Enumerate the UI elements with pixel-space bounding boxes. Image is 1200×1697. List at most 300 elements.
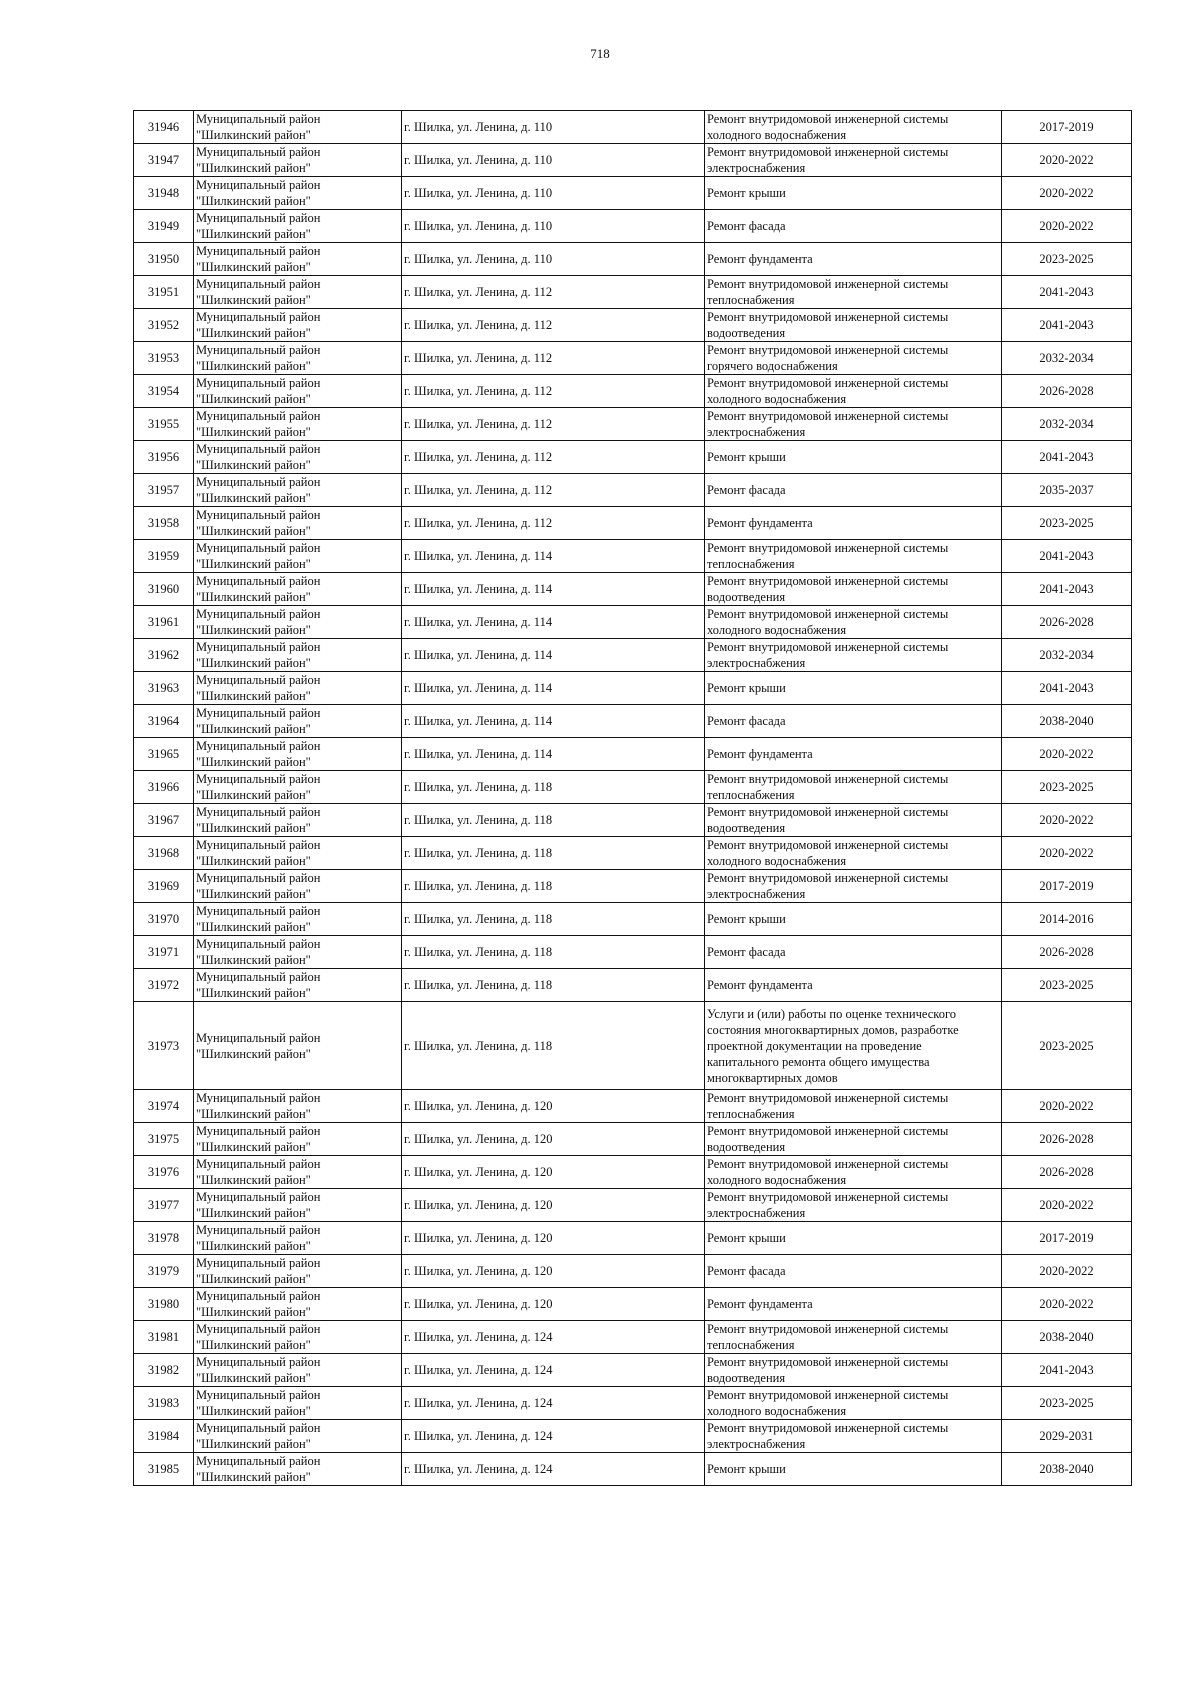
cell-municipality — [194, 408, 402, 441]
municipality-line: "Шилкинский район" — [196, 1272, 311, 1286]
cell-record-number: 31967 — [134, 804, 194, 837]
municipality-line: "Шилкинский район" — [196, 1206, 311, 1220]
work-type-line: Ремонт внутридомовой инженерной системы — [707, 1091, 949, 1105]
cell-period: 2023-2025 — [1002, 1002, 1132, 1090]
cell-municipality — [194, 705, 402, 738]
cell-record-number: 31981 — [134, 1321, 194, 1354]
cell-work-type — [705, 1288, 1002, 1321]
table-row — [134, 903, 1132, 936]
cell-work-type — [705, 870, 1002, 903]
work-type-line: теплоснабжения — [707, 788, 795, 802]
cell-period: 2014-2016 — [1002, 903, 1132, 936]
cell-address: г. Шилка, ул. Ленина, д. 110 — [402, 144, 705, 177]
cell-period: 2023-2025 — [1002, 771, 1132, 804]
work-type-line: Ремонт внутридомовой инженерной системы — [707, 343, 949, 357]
table-row — [134, 309, 1132, 342]
cell-work-type — [705, 804, 1002, 837]
municipality-line: "Шилкинский район" — [196, 854, 311, 868]
municipality-line: "Шилкинский район" — [196, 755, 311, 769]
cell-record-number: 31982 — [134, 1354, 194, 1387]
cell-municipality — [194, 1288, 402, 1321]
cell-work-type — [705, 639, 1002, 672]
work-type-line: Ремонт фасада — [707, 714, 786, 728]
cell-work-type — [705, 936, 1002, 969]
municipality-line: Муниципальный район — [196, 178, 321, 192]
cell-work-type — [705, 1453, 1002, 1486]
municipality-line: Муниципальный район — [196, 1223, 321, 1237]
work-type-line: Ремонт фундамента — [707, 516, 813, 530]
cell-address: г. Шилка, ул. Ленина, д. 114 — [402, 606, 705, 639]
work-type-line: Ремонт крыши — [707, 912, 786, 926]
cell-work-type — [705, 210, 1002, 243]
work-type-line: Ремонт внутридомовой инженерной системы — [707, 277, 949, 291]
work-type-line: Ремонт внутридомовой инженерной системы — [707, 1157, 949, 1171]
work-type-line: холодного водоснабжения — [707, 1404, 847, 1418]
municipality-line: Муниципальный район — [196, 1322, 321, 1336]
cell-municipality — [194, 903, 402, 936]
municipality-line: "Шилкинский район" — [196, 623, 311, 637]
cell-work-type — [705, 342, 1002, 375]
work-type-line: Ремонт внутридомовой инженерной системы — [707, 376, 949, 390]
cell-work-type — [705, 111, 1002, 144]
cell-municipality — [194, 474, 402, 507]
cell-municipality — [194, 936, 402, 969]
table-row — [134, 837, 1132, 870]
cell-period: 2026-2028 — [1002, 1123, 1132, 1156]
cell-municipality — [194, 342, 402, 375]
table-row — [134, 210, 1132, 243]
municipality-line: Муниципальный район — [196, 772, 321, 786]
cell-address: г. Шилка, ул. Ленина, д. 118 — [402, 771, 705, 804]
table-row — [134, 1123, 1132, 1156]
work-type-line: Ремонт крыши — [707, 186, 786, 200]
table-row — [134, 606, 1132, 639]
work-type-line: Ремонт внутридомовой инженерной системы — [707, 1190, 949, 1204]
table-row — [134, 243, 1132, 276]
cell-address: г. Шилка, ул. Ленина, д. 124 — [402, 1420, 705, 1453]
work-type-line: электроснабжения — [707, 1206, 806, 1220]
cell-record-number: 31970 — [134, 903, 194, 936]
cell-address: г. Шилка, ул. Ленина, д. 110 — [402, 177, 705, 210]
cell-period: 2041-2043 — [1002, 309, 1132, 342]
work-type-line: теплоснабжения — [707, 293, 795, 307]
cell-address: г. Шилка, ул. Ленина, д. 118 — [402, 936, 705, 969]
cell-work-type — [705, 969, 1002, 1002]
cell-record-number: 31969 — [134, 870, 194, 903]
cell-municipality — [194, 672, 402, 705]
work-type-line: водоотведения — [707, 821, 786, 835]
work-type-line: Ремонт крыши — [707, 1231, 786, 1245]
cell-period: 2041-2043 — [1002, 276, 1132, 309]
repair-schedule-table — [133, 110, 1132, 1486]
cell-address: г. Шилка, ул. Ленина, д. 114 — [402, 705, 705, 738]
cell-record-number: 31976 — [134, 1156, 194, 1189]
cell-period: 2041-2043 — [1002, 540, 1132, 573]
municipality-line: Муниципальный район — [196, 1421, 321, 1435]
municipality-line: Муниципальный район — [196, 574, 321, 588]
work-type-line: Ремонт внутридомовой инженерной системы — [707, 772, 949, 786]
table-row — [134, 1002, 1132, 1090]
work-type-line: электроснабжения — [707, 161, 806, 175]
municipality-line: Муниципальный район — [196, 409, 321, 423]
cell-record-number: 31960 — [134, 573, 194, 606]
cell-record-number: 31953 — [134, 342, 194, 375]
cell-record-number: 31962 — [134, 639, 194, 672]
municipality-line: Муниципальный район — [196, 838, 321, 852]
municipality-line: Муниципальный район — [196, 805, 321, 819]
municipality-line: "Шилкинский район" — [196, 392, 311, 406]
work-type-line: Ремонт внутридомовой инженерной системы — [707, 871, 949, 885]
table-row — [134, 408, 1132, 441]
cell-municipality — [194, 1222, 402, 1255]
cell-municipality — [194, 177, 402, 210]
table-row — [134, 177, 1132, 210]
cell-municipality — [194, 573, 402, 606]
cell-work-type — [705, 1255, 1002, 1288]
cell-record-number: 31965 — [134, 738, 194, 771]
work-type-line: теплоснабжения — [707, 1338, 795, 1352]
municipality-line: "Шилкинский район" — [196, 1173, 311, 1187]
cell-municipality — [194, 111, 402, 144]
municipality-line: Муниципальный район — [196, 1256, 321, 1270]
work-type-line: Ремонт фундамента — [707, 1297, 813, 1311]
cell-address: г. Шилка, ул. Ленина, д. 110 — [402, 243, 705, 276]
cell-work-type — [705, 276, 1002, 309]
cell-municipality — [194, 738, 402, 771]
work-type-line: холодного водоснабжения — [707, 128, 847, 142]
work-type-line: Услуги и (или) работы по оценке технического — [707, 1006, 957, 1021]
municipality-line: "Шилкинский район" — [196, 920, 311, 934]
cell-record-number: 31972 — [134, 969, 194, 1002]
table-row — [134, 936, 1132, 969]
cell-address: г. Шилка, ул. Ленина, д. 120 — [402, 1222, 705, 1255]
municipality-line: "Шилкинский район" — [196, 458, 311, 472]
cell-work-type — [705, 705, 1002, 738]
cell-work-type — [705, 1002, 1002, 1090]
cell-work-type — [705, 1123, 1002, 1156]
cell-period: 2029-2031 — [1002, 1420, 1132, 1453]
municipality-line: "Шилкинский район" — [196, 293, 311, 307]
cell-period: 2038-2040 — [1002, 1321, 1132, 1354]
cell-municipality — [194, 1090, 402, 1123]
cell-work-type — [705, 738, 1002, 771]
table-row — [134, 1156, 1132, 1189]
municipality-line: "Шилкинский район" — [196, 1338, 311, 1352]
cell-period: 2020-2022 — [1002, 1255, 1132, 1288]
cell-record-number: 31948 — [134, 177, 194, 210]
cell-municipality — [194, 1420, 402, 1453]
cell-address: г. Шилка, ул. Ленина, д. 112 — [402, 342, 705, 375]
cell-municipality — [194, 1123, 402, 1156]
cell-period: 2023-2025 — [1002, 243, 1132, 276]
work-type-line: Ремонт фасада — [707, 483, 786, 497]
work-type-line: теплоснабжения — [707, 1107, 795, 1121]
cell-record-number: 31954 — [134, 375, 194, 408]
work-type-line: Ремонт внутридомовой инженерной системы — [707, 112, 949, 126]
cell-work-type — [705, 474, 1002, 507]
work-type-line: Ремонт внутридомовой инженерной системы — [707, 640, 949, 654]
cell-address: г. Шилка, ул. Ленина, д. 120 — [402, 1288, 705, 1321]
work-type-line: Ремонт внутридомовой инженерной системы — [707, 541, 949, 555]
table-row — [134, 870, 1132, 903]
cell-address: г. Шилка, ул. Ленина, д. 114 — [402, 672, 705, 705]
municipality-line: Муниципальный район — [196, 673, 321, 687]
table-row — [134, 375, 1132, 408]
cell-address: г. Шилка, ул. Ленина, д. 118 — [402, 804, 705, 837]
table-row — [134, 144, 1132, 177]
cell-work-type — [705, 507, 1002, 540]
municipality-line: "Шилкинский район" — [196, 1239, 311, 1253]
cell-record-number: 31985 — [134, 1453, 194, 1486]
cell-record-number: 31984 — [134, 1420, 194, 1453]
municipality-line: Муниципальный район — [196, 145, 321, 159]
cell-period: 2038-2040 — [1002, 705, 1132, 738]
cell-address: г. Шилка, ул. Ленина, д. 114 — [402, 540, 705, 573]
cell-record-number: 31977 — [134, 1189, 194, 1222]
work-type-line: холодного водоснабжения — [707, 854, 847, 868]
cell-address: г. Шилка, ул. Ленина, д. 118 — [402, 969, 705, 1002]
cell-period: 2020-2022 — [1002, 1288, 1132, 1321]
municipality-line: Муниципальный район — [196, 211, 321, 225]
cell-record-number: 31966 — [134, 771, 194, 804]
table-row — [134, 1189, 1132, 1222]
municipality-line: "Шилкинский район" — [196, 128, 311, 142]
cell-period: 2041-2043 — [1002, 1354, 1132, 1387]
cell-period: 2032-2034 — [1002, 639, 1132, 672]
cell-work-type — [705, 540, 1002, 573]
cell-municipality — [194, 210, 402, 243]
municipality-line: "Шилкинский район" — [196, 887, 311, 901]
work-type-line: состояния многоквартирных домов, разработке — [707, 1022, 959, 1037]
municipality-line: Муниципальный район — [196, 1030, 321, 1045]
work-type-line: Ремонт крыши — [707, 450, 786, 464]
cell-record-number: 31974 — [134, 1090, 194, 1123]
cell-record-number: 31958 — [134, 507, 194, 540]
cell-municipality — [194, 309, 402, 342]
table-row — [134, 1090, 1132, 1123]
cell-work-type — [705, 573, 1002, 606]
table-row — [134, 771, 1132, 804]
table-row — [134, 804, 1132, 837]
municipality-line: Муниципальный район — [196, 871, 321, 885]
cell-municipality — [194, 1387, 402, 1420]
table-row — [134, 1222, 1132, 1255]
cell-period: 2026-2028 — [1002, 606, 1132, 639]
work-type-line: Ремонт внутридомовой инженерной системы — [707, 145, 949, 159]
municipality-line: Муниципальный район — [196, 1355, 321, 1369]
table-row — [134, 1354, 1132, 1387]
cell-period: 2020-2022 — [1002, 837, 1132, 870]
work-type-line: электроснабжения — [707, 887, 806, 901]
work-type-line: водоотведения — [707, 1371, 786, 1385]
work-type-line: Ремонт фасада — [707, 945, 786, 959]
cell-work-type — [705, 1156, 1002, 1189]
cell-record-number: 31968 — [134, 837, 194, 870]
cell-work-type — [705, 144, 1002, 177]
cell-record-number: 31983 — [134, 1387, 194, 1420]
cell-period: 2026-2028 — [1002, 936, 1132, 969]
table-row — [134, 1420, 1132, 1453]
municipality-line: "Шилкинский район" — [196, 161, 311, 175]
work-type-line: капитального ремонта общего имущества — [707, 1054, 930, 1069]
cell-period: 2020-2022 — [1002, 210, 1132, 243]
municipality-line: Муниципальный район — [196, 244, 321, 258]
municipality-line: "Шилкинский район" — [196, 986, 311, 1000]
cell-record-number: 31961 — [134, 606, 194, 639]
table-row — [134, 1288, 1132, 1321]
municipality-line: Муниципальный район — [196, 739, 321, 753]
cell-period: 2023-2025 — [1002, 969, 1132, 1002]
municipality-line: Муниципальный район — [196, 970, 321, 984]
work-type-line: холодного водоснабжения — [707, 1173, 847, 1187]
cell-work-type — [705, 903, 1002, 936]
municipality-line: Муниципальный район — [196, 1157, 321, 1171]
municipality-line: Муниципальный район — [196, 706, 321, 720]
cell-work-type — [705, 837, 1002, 870]
cell-work-type — [705, 1189, 1002, 1222]
cell-record-number: 31979 — [134, 1255, 194, 1288]
cell-address: г. Шилка, ул. Ленина, д. 114 — [402, 639, 705, 672]
work-type-line: Ремонт фасада — [707, 1264, 786, 1278]
cell-address: г. Шилка, ул. Ленина, д. 112 — [402, 474, 705, 507]
work-type-line: Ремонт фундамента — [707, 747, 813, 761]
work-type-line: водоотведения — [707, 590, 786, 604]
work-type-line: Ремонт внутридомовой инженерной системы — [707, 1124, 949, 1138]
cell-work-type — [705, 177, 1002, 210]
municipality-line: Муниципальный район — [196, 310, 321, 324]
municipality-line: "Шилкинский район" — [196, 227, 311, 241]
cell-period: 2020-2022 — [1002, 144, 1132, 177]
cell-address: г. Шилка, ул. Ленина, д. 118 — [402, 870, 705, 903]
cell-period: 2032-2034 — [1002, 408, 1132, 441]
work-type-line: водоотведения — [707, 326, 786, 340]
cell-address: г. Шилка, ул. Ленина, д. 120 — [402, 1255, 705, 1288]
table-row — [134, 573, 1132, 606]
cell-municipality — [194, 144, 402, 177]
municipality-line: "Шилкинский район" — [196, 953, 311, 967]
municipality-line: "Шилкинский район" — [196, 689, 311, 703]
cell-period: 2041-2043 — [1002, 672, 1132, 705]
work-type-line: многоквартирных домов — [707, 1070, 838, 1085]
table-row — [134, 342, 1132, 375]
work-type-line: водоотведения — [707, 1140, 786, 1154]
cell-address: г. Шилка, ул. Ленина, д. 124 — [402, 1354, 705, 1387]
cell-work-type — [705, 606, 1002, 639]
table-row — [134, 705, 1132, 738]
table-row — [134, 1387, 1132, 1420]
cell-municipality — [194, 639, 402, 672]
cell-municipality — [194, 606, 402, 639]
cell-work-type — [705, 1222, 1002, 1255]
cell-work-type — [705, 771, 1002, 804]
cell-period: 2023-2025 — [1002, 1387, 1132, 1420]
cell-address: г. Шилка, ул. Ленина, д. 118 — [402, 903, 705, 936]
cell-address: г. Шилка, ул. Ленина, д. 112 — [402, 408, 705, 441]
cell-record-number: 31956 — [134, 441, 194, 474]
cell-address: г. Шилка, ул. Ленина, д. 112 — [402, 375, 705, 408]
municipality-line: "Шилкинский район" — [196, 1404, 311, 1418]
municipality-line: Муниципальный район — [196, 607, 321, 621]
cell-municipality — [194, 1002, 402, 1090]
work-type-line: Ремонт фундамента — [707, 978, 813, 992]
table-row — [134, 738, 1132, 771]
cell-record-number: 31975 — [134, 1123, 194, 1156]
municipality-line: Муниципальный район — [196, 1124, 321, 1138]
municipality-line: Муниципальный район — [196, 343, 321, 357]
cell-period: 2020-2022 — [1002, 177, 1132, 210]
work-type-line: Ремонт внутридомовой инженерной системы — [707, 1421, 949, 1435]
cell-address: г. Шилка, ул. Ленина, д. 114 — [402, 738, 705, 771]
cell-address: г. Шилка, ул. Ленина, д. 110 — [402, 111, 705, 144]
municipality-line: "Шилкинский район" — [196, 326, 311, 340]
cell-address: г. Шилка, ул. Ленина, д. 124 — [402, 1387, 705, 1420]
municipality-line: "Шилкинский район" — [196, 194, 311, 208]
cell-work-type — [705, 309, 1002, 342]
work-type-line: электроснабжения — [707, 656, 806, 670]
cell-municipality — [194, 804, 402, 837]
cell-work-type — [705, 1420, 1002, 1453]
municipality-line: "Шилкинский район" — [196, 656, 311, 670]
cell-record-number: 31957 — [134, 474, 194, 507]
work-type-line: Ремонт внутридомовой инженерной системы — [707, 1322, 949, 1336]
cell-work-type — [705, 243, 1002, 276]
municipality-line: "Шилкинский район" — [196, 1046, 311, 1061]
work-type-line: холодного водоснабжения — [707, 392, 847, 406]
work-type-line: Ремонт внутридомовой инженерной системы — [707, 1355, 949, 1369]
work-type-line: Ремонт внутридомовой инженерной системы — [707, 607, 949, 621]
work-type-line: Ремонт внутридомовой инженерной системы — [707, 838, 949, 852]
work-type-line: Ремонт крыши — [707, 681, 786, 695]
cell-address: г. Шилка, ул. Ленина, д. 124 — [402, 1321, 705, 1354]
table-row — [134, 540, 1132, 573]
cell-work-type — [705, 441, 1002, 474]
cell-record-number: 31978 — [134, 1222, 194, 1255]
municipality-line: "Шилкинский район" — [196, 1371, 311, 1385]
cell-address: г. Шилка, ул. Ленина, д. 118 — [402, 837, 705, 870]
cell-address: г. Шилка, ул. Ленина, д. 124 — [402, 1453, 705, 1486]
cell-period: 2020-2022 — [1002, 738, 1132, 771]
cell-municipality — [194, 1255, 402, 1288]
table-row — [134, 276, 1132, 309]
work-type-line: проектной документации на проведение — [707, 1038, 922, 1053]
work-type-line: электроснабжения — [707, 425, 806, 439]
work-type-line: Ремонт внутридомовой инженерной системы — [707, 805, 949, 819]
work-type-line: Ремонт фасада — [707, 219, 786, 233]
cell-work-type — [705, 1321, 1002, 1354]
cell-period: 2035-2037 — [1002, 474, 1132, 507]
table-row — [134, 1453, 1132, 1486]
cell-record-number: 31971 — [134, 936, 194, 969]
municipality-line: "Шилкинский район" — [196, 821, 311, 835]
municipality-line: Муниципальный район — [196, 1091, 321, 1105]
cell-period: 2017-2019 — [1002, 870, 1132, 903]
municipality-line: Муниципальный район — [196, 640, 321, 654]
table-row — [134, 1321, 1132, 1354]
municipality-line: Муниципальный район — [196, 1388, 321, 1402]
table-row — [134, 672, 1132, 705]
cell-municipality — [194, 870, 402, 903]
cell-record-number: 31973 — [134, 1002, 194, 1090]
cell-record-number: 31951 — [134, 276, 194, 309]
cell-municipality — [194, 1156, 402, 1189]
municipality-line: "Шилкинский район" — [196, 425, 311, 439]
cell-municipality — [194, 1321, 402, 1354]
cell-municipality — [194, 837, 402, 870]
work-type-line: холодного водоснабжения — [707, 623, 847, 637]
cell-municipality — [194, 1189, 402, 1222]
municipality-line: "Шилкинский район" — [196, 722, 311, 736]
work-type-line: Ремонт фундамента — [707, 252, 813, 266]
